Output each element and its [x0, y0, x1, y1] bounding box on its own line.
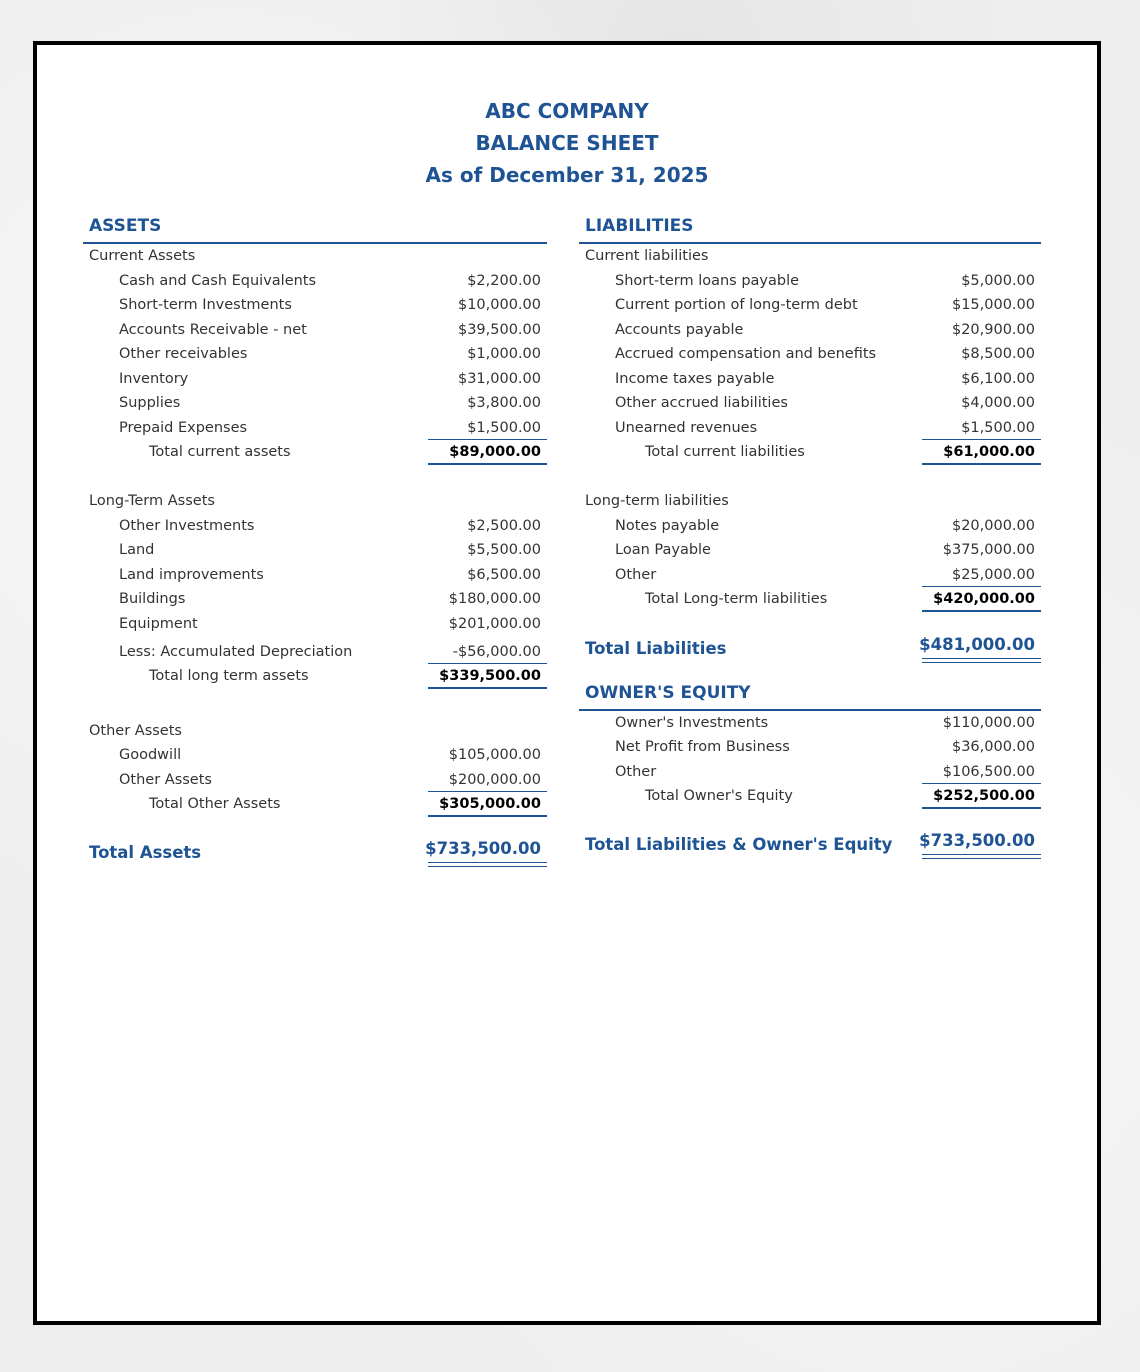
spacer — [579, 809, 1041, 823]
asset-row — [83, 768, 547, 793]
row-amount: $105,000.00 — [448, 747, 541, 763]
row-amount: $6,500.00 — [467, 566, 541, 583]
row-amount: $15,000.00 — [951, 297, 1035, 313]
row-amount: $25,000.00 — [951, 566, 1035, 583]
company-name: ABC COMPANY — [485, 99, 649, 123]
row-amount: $339,500.00 — [439, 668, 541, 684]
row-label: Land improvements — [119, 566, 264, 583]
row-label: Long-Term Assets — [89, 493, 215, 509]
row-amount: $200,000.00 — [448, 771, 541, 788]
row-amount: -$56,000.00 — [452, 644, 541, 660]
row-label: Total Owner's Equity — [645, 788, 793, 804]
row-amount: $201,000.00 — [448, 615, 541, 632]
row-label: Total Liabilities — [585, 638, 727, 658]
row-label: Unearned revenues — [615, 419, 758, 436]
assets-section-title: ASSETS — [83, 210, 547, 244]
row-amount: $20,000.00 — [951, 517, 1035, 534]
row-label: Current portion of long-term debt — [615, 297, 858, 313]
asset-row — [83, 391, 547, 416]
row-amount: $39,500.00 — [457, 321, 541, 338]
balance-sheet-page — [33, 41, 1101, 1325]
asset-row — [83, 612, 547, 637]
total-current-assets-row — [83, 440, 547, 465]
row-amount: $733,500.00 — [919, 830, 1035, 850]
long-term-assets-heading — [83, 489, 547, 514]
report-date: As of December 31, 2025 — [425, 163, 709, 187]
liability-row — [579, 416, 1041, 441]
row-label: Accounts payable — [615, 321, 744, 338]
asset-row — [83, 318, 547, 343]
row-label: Other Investments — [119, 517, 255, 534]
row-amount: $733,500.00 — [425, 838, 541, 858]
row-label: Equipment — [119, 615, 198, 632]
row-label: Current Assets — [89, 248, 196, 264]
total-liabilities-row — [579, 627, 1041, 663]
spacer — [83, 817, 547, 831]
asset-row — [83, 743, 547, 768]
row-label: Buildings — [119, 591, 186, 607]
row-amount: $420,000.00 — [933, 591, 1035, 607]
row-amount: $481,000.00 — [919, 634, 1035, 654]
spacer — [83, 465, 547, 490]
asset-row — [83, 269, 547, 294]
row-amount: $61,000.00 — [943, 444, 1035, 460]
total-other-assets-row — [83, 792, 547, 817]
spacer — [579, 465, 1041, 490]
row-label: Other accrued liabilities — [615, 395, 788, 411]
row-amount: $89,000.00 — [449, 444, 541, 460]
asset-row — [83, 514, 547, 539]
row-label: Total current liabilities — [645, 444, 805, 460]
other-assets-heading — [83, 719, 547, 744]
asset-row — [83, 416, 547, 441]
row-label: Notes payable — [615, 517, 720, 534]
document-header — [37, 95, 1097, 191]
asset-row — [83, 587, 547, 612]
row-label: Total current assets — [149, 444, 291, 460]
liability-row — [579, 563, 1041, 588]
row-label: Accrued compensation and benefits — [615, 346, 877, 362]
spacer — [83, 689, 547, 719]
row-amount: $20,900.00 — [951, 321, 1035, 338]
asset-row — [83, 636, 547, 664]
asset-row — [83, 538, 547, 563]
row-label: Other receivables — [119, 346, 248, 362]
row-label: Other Assets — [119, 771, 212, 788]
row-amount: $106,500.00 — [942, 763, 1035, 780]
liability-row — [579, 342, 1041, 367]
liability-row — [579, 269, 1041, 294]
total-liabilities-equity-row — [579, 823, 1041, 859]
row-amount: $5,000.00 — [961, 272, 1035, 289]
liability-row — [579, 391, 1041, 416]
row-label: Long-term liabilities — [585, 493, 729, 509]
rule-line — [428, 862, 547, 867]
row-amount: $3,800.00 — [467, 395, 541, 411]
asset-row — [83, 342, 547, 367]
liability-row — [579, 367, 1041, 392]
row-label: Short-term loans payable — [615, 272, 800, 289]
row-amount: $1,000.00 — [467, 346, 541, 362]
row-amount: $4,000.00 — [961, 395, 1035, 411]
total-long-term-liabilities-row — [579, 587, 1041, 612]
total-assets-row — [83, 831, 547, 867]
row-amount: $180,000.00 — [448, 591, 541, 607]
row-label: Owner's Investments — [615, 714, 769, 731]
row-amount: $305,000.00 — [439, 796, 541, 812]
owners-equity-section-title: OWNER'S EQUITY — [579, 677, 1041, 711]
row-label: Accounts Receivable - net — [119, 321, 307, 338]
liability-row — [579, 514, 1041, 539]
row-amount: $31,000.00 — [457, 370, 541, 387]
row-amount: $252,500.00 — [933, 788, 1035, 804]
document-title: BALANCE SHEET — [475, 131, 659, 155]
row-amount: $2,500.00 — [467, 517, 541, 534]
rule-line — [922, 854, 1041, 859]
row-label: Prepaid Expenses — [119, 419, 248, 436]
row-amount: $110,000.00 — [942, 714, 1035, 731]
row-amount: $5,500.00 — [467, 542, 541, 558]
row-label: Inventory — [119, 370, 189, 387]
asset-row — [83, 367, 547, 392]
row-label: Income taxes payable — [615, 370, 775, 387]
row-label: Net Profit from Business — [615, 739, 790, 755]
row-label: Land — [119, 542, 155, 558]
row-label: Current liabilities — [585, 248, 709, 264]
spacer — [579, 612, 1041, 627]
row-amount: $36,000.00 — [951, 739, 1035, 755]
equity-row — [579, 711, 1041, 736]
equity-row — [579, 760, 1041, 785]
row-label: Total Other Assets — [149, 796, 281, 812]
row-label: Other — [615, 763, 657, 780]
row-label: Other Assets — [89, 722, 182, 739]
row-label: Short-term Investments — [119, 297, 292, 313]
row-amount: $10,000.00 — [457, 297, 541, 313]
total-owners-equity-row — [579, 784, 1041, 809]
row-amount: $1,500.00 — [467, 419, 541, 436]
assets-column — [83, 210, 547, 867]
row-label: Total Long-term liabilities — [645, 591, 828, 607]
current-assets-heading — [83, 244, 547, 269]
row-label: Less: Accumulated Depreciation — [119, 644, 353, 660]
total-long-term-assets-row — [83, 664, 547, 689]
row-label: Loan Payable — [615, 542, 711, 558]
row-amount: $1,500.00 — [961, 419, 1035, 436]
liability-row — [579, 293, 1041, 318]
asset-row — [83, 293, 547, 318]
liabilities-section-title: LIABILITIES — [579, 210, 1041, 244]
row-amount: $375,000.00 — [942, 542, 1035, 558]
total-current-liabilities-row — [579, 440, 1041, 465]
row-amount: $6,100.00 — [961, 370, 1035, 387]
liability-row — [579, 318, 1041, 343]
rule-line — [922, 658, 1041, 663]
current-liabilities-heading — [579, 244, 1041, 269]
row-label: Total Assets — [89, 842, 202, 862]
row-label: Total Liabilities & Owner's Equity — [585, 834, 893, 854]
liability-row — [579, 538, 1041, 563]
row-label: Total long term assets — [149, 668, 309, 684]
row-label: Cash and Cash Equivalents — [119, 272, 317, 289]
row-label: Other — [615, 566, 657, 583]
equity-row — [579, 735, 1041, 760]
liabilities-column — [579, 210, 1041, 859]
row-label: Goodwill — [119, 747, 182, 763]
long-term-liabilities-heading — [579, 489, 1041, 514]
row-amount: $2,200.00 — [467, 272, 541, 289]
row-amount: $8,500.00 — [961, 346, 1035, 362]
row-label: Supplies — [119, 395, 181, 411]
asset-row — [83, 563, 547, 588]
